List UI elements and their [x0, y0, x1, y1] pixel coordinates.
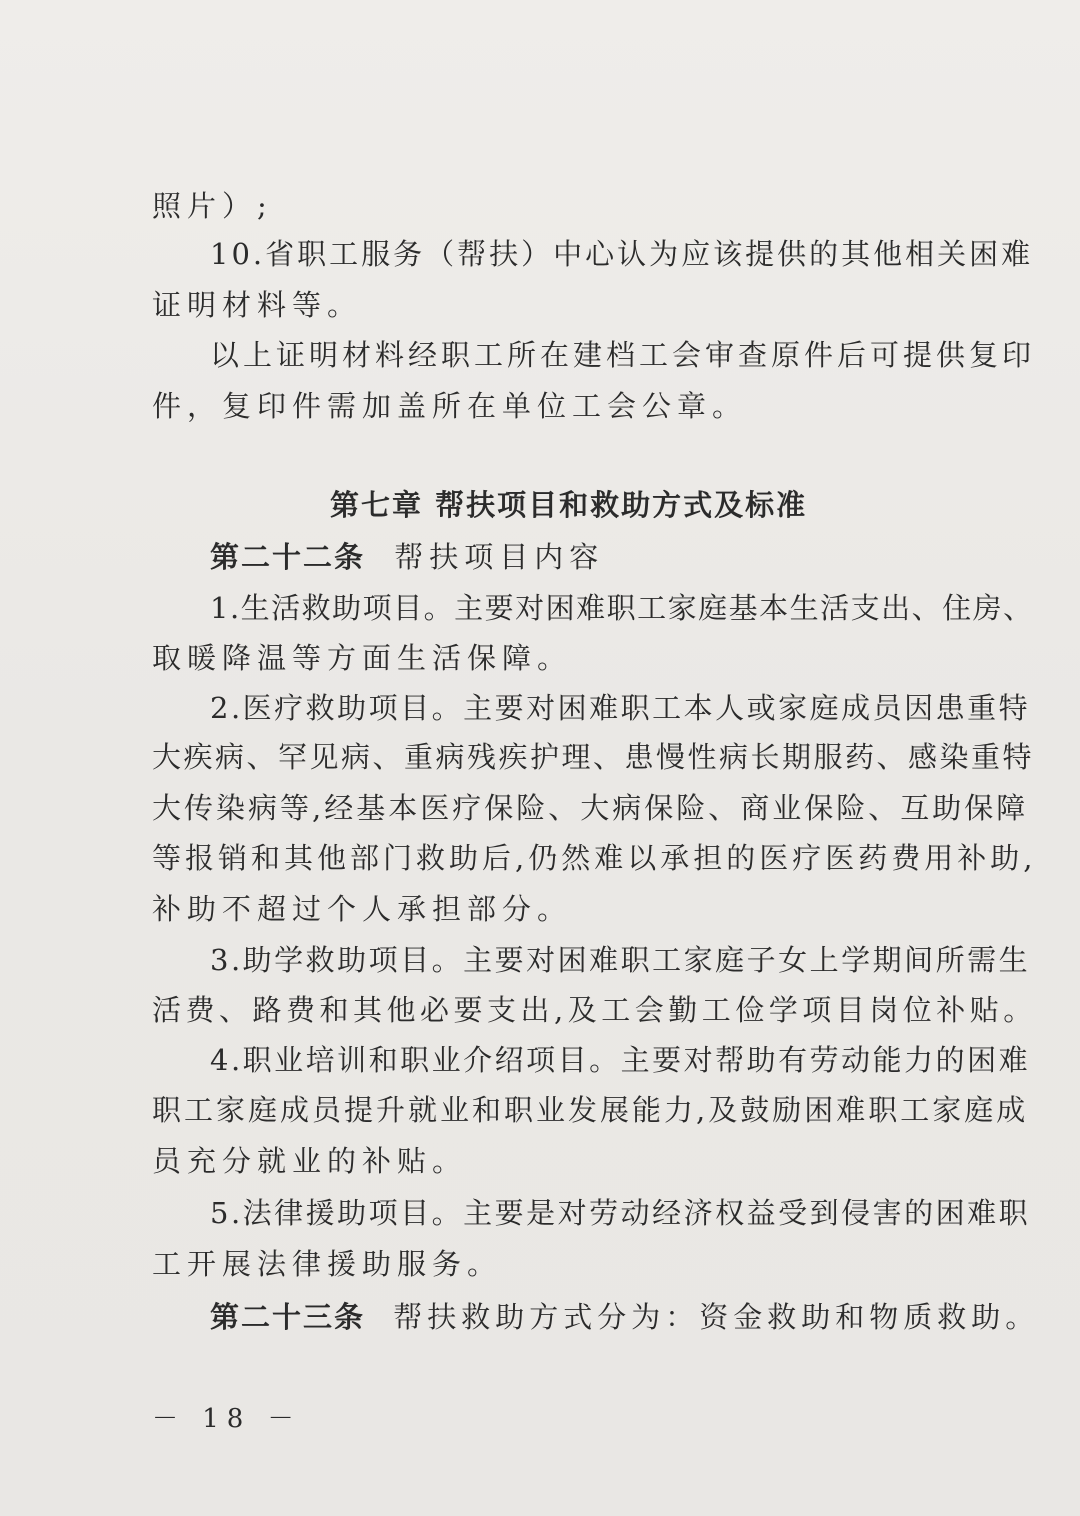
text-line: 照片）;	[152, 189, 273, 223]
article-22-line	[210, 537, 604, 577]
text-line: 3.助学救助项目。主要对困难职工家庭子女上学期间所需生	[210, 943, 1031, 977]
text-line: 证明材料等。	[152, 288, 363, 322]
article-23-label: 第二十三条	[210, 1300, 366, 1334]
text-line: 2.医疗救助项目。主要对困难职工本人或家庭成员因患重特	[210, 691, 1031, 725]
text-line: 补助不超过个人承担部分。	[152, 892, 573, 926]
chapter-heading: 第七章 帮扶项目和救助方式及标准	[330, 488, 808, 522]
article-22-label: 第二十二条	[210, 540, 366, 574]
text-line: 取暖降温等方面生活保障。	[152, 641, 573, 675]
text-line: 职工家庭成员提升就业和职业发展能力,及鼓励困难职工家庭成	[152, 1093, 1029, 1127]
text-line: 以上证明材料经职工所在建档工会审查原件后可提供复印	[210, 338, 1036, 372]
text-line: 4.职业培训和职业介绍项目。主要对帮助有劳动能力的困难	[210, 1043, 1031, 1077]
text-line: 活费、路费和其他必要支出,及工会勤工俭学项目岗位补贴。	[152, 993, 1037, 1027]
article-22-title: 帮扶项目内容	[394, 540, 605, 574]
text-line: 件，复印件需加盖所在单位工会公章。	[152, 389, 748, 423]
text-line: 5.法律援助项目。主要是对劳动经济权益受到侵害的困难职	[210, 1196, 1031, 1230]
text-line: 员充分就业的补贴。	[152, 1144, 468, 1178]
article-23-text: 帮扶救助方式分为：资金救助和物质救助。	[393, 1300, 1040, 1334]
text-line: 大疾病、罕见病、重病残疾护理、患慢性病长期服药、感染重特	[152, 740, 1035, 774]
text-line: 10.省职工服务（帮扶）中心认为应该提供的其他相关困难	[210, 237, 1034, 271]
text-line: 等报销和其他部门救助后,仍然难以承担的医疗医药费用补助,	[152, 841, 1037, 875]
text-line: 大传染病等,经基本医疗保险、大病保险、商业保险、互助保障	[152, 791, 1029, 825]
text-line: 1.生活救助项目。主要对困难职工家庭基本生活支出、住房、	[210, 591, 1034, 625]
article-23-line	[210, 1297, 1039, 1337]
page-number: － 18 －	[152, 1404, 302, 1434]
text-line: 工开展法律援助服务。	[152, 1247, 503, 1281]
